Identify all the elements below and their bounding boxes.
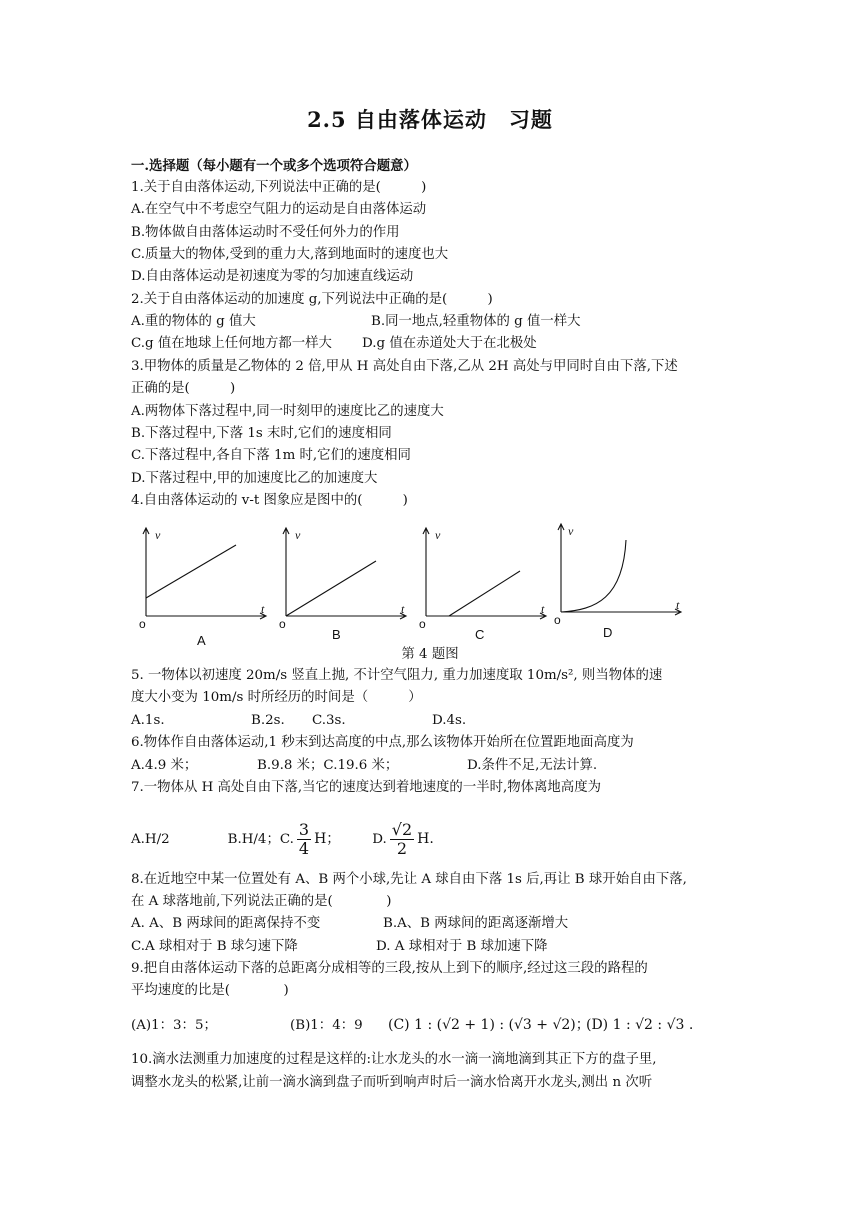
graph-b-line	[286, 561, 376, 616]
graph-c	[423, 528, 546, 619]
graph-d-label: D	[603, 625, 613, 640]
question-8-option-d: D. A 球相对于 B 球加速下降	[376, 939, 548, 954]
page-title: 2.5 自由落体运动 习题	[307, 107, 553, 132]
graph-b-label: B	[332, 627, 341, 642]
graph-d-t-label: t	[676, 598, 680, 612]
graph-a-t-label: t	[261, 602, 265, 616]
question-3-option-d: D.下落过程中,甲的加速度比乙的加速度大	[131, 471, 378, 486]
graph-c-v-label: v	[435, 528, 441, 542]
graph-b	[283, 528, 406, 619]
question-8-stem: 8.在近地空中某一位置处有 A、B 两个小球,先让 A 球自由下落 1s 后,再让 B 球开始自由下落,	[131, 872, 687, 887]
graph-a-line	[146, 545, 236, 598]
question-9-option-b: (B)1：4：9	[290, 1018, 363, 1033]
question-6-option-bc: B.9.8 米；C.19.6 米；	[257, 758, 399, 773]
question-5-option-a: A.1s.	[131, 713, 165, 728]
question-5-option-c: C.3s.	[312, 713, 346, 728]
question-7-options: A.H/2 B.H/4；C. $\frac{3}{4}$ H； D. $\frac{√2}{2}$ H.	[131, 820, 434, 858]
question-3-option-c: C.下落过程中,各自下落 1m 时,它们的速度相同	[131, 448, 411, 463]
graph-c-label: C	[475, 627, 485, 642]
question-2-option-b: B.同一地点,轻重物体的 g 值一样大	[371, 314, 581, 329]
figure-caption: 第 4 题图	[401, 647, 459, 662]
question-8-option-a: A. A、B 两球间的距离保持不变	[131, 916, 321, 931]
question-7-stem: 7.一物体从 H 高处自由下落,当它的速度达到着地速度的一半时,物体离地高度为	[131, 780, 601, 795]
question-1-option-b: B.物体做自由落体运动时不受任何外力的作用	[131, 225, 400, 240]
graph-c-line	[449, 571, 520, 616]
question-8-option-c: C.A 球相对于 B 球匀速下降	[131, 939, 298, 954]
question-7-option-a: A.H/2	[131, 832, 170, 847]
graph-d-curve	[561, 540, 626, 612]
graph-b-t-label: t	[401, 602, 405, 616]
fraction-three-quarters: $\frac{3}{4}$	[298, 820, 310, 858]
question-2-option-c: C.g 值在地球上任何地方都一样大	[131, 336, 332, 351]
question-2-option-d: D.g 值在赤道处大于在北极处	[362, 336, 537, 351]
question-4-stem: 4.自由落体运动的 v-t 图象应是图中的( )	[131, 493, 408, 508]
graph-d-v-label: v	[568, 524, 574, 538]
question-9-option-d: (D) 1 : √2 : √3 .	[586, 1017, 694, 1033]
question-1-option-c: C.质量大的物体,受到的重力大,落到地面时的速度也大	[131, 247, 449, 262]
question-1-option-a: A.在空气中不考虑空气阻力的运动是自由落体运动	[131, 202, 427, 217]
question-6-option-d: D.条件不足,无法计算.	[467, 758, 598, 773]
question-3-option-a: A.两物体下落过程中,同一时刻甲的速度比乙的速度大	[131, 404, 444, 419]
question-9-option-a: (A)1：3：5；	[131, 1018, 217, 1033]
fraction-root2-over-2: $\frac{√2}{2}$	[391, 820, 413, 858]
question-10-line-1: 10.滴水法测重力加速度的过程是这样的:让水龙头的水一滴一滴地滴到其正下方的盘子里,	[131, 1052, 657, 1067]
question-3-stem: 3.甲物体的质量是乙物体的 2 倍,甲从 H 高处自由下落,乙从 2H 高处与甲同时自由下落,下述	[131, 359, 678, 374]
question-10-line-2: 调整水龙头的松紧,让前一滴水滴到盘子而听到响声时后一滴水恰离开水龙头,测出 n 次听	[131, 1075, 653, 1090]
question-2-stem: 2.关于自由落体运动的加速度 g,下列说法中正确的是( )	[131, 292, 493, 307]
question-3-stem-cont: 正确的是( )	[131, 381, 236, 396]
question-1-option-d: D.自由落体运动是初速度为零的匀加速直线运动	[131, 269, 414, 284]
question-5-stem: 5. 一物体以初速度 20m/s 竖直上抛, 不计空气阻力, 重力加速度取 10m/s², 则当物体的速	[131, 668, 663, 683]
graph-b-v-label: v	[295, 528, 301, 542]
graph-b-origin: o	[279, 617, 286, 631]
question-6-option-a: A.4.9 米；	[131, 758, 198, 773]
question-5-option-d: D.4s.	[432, 713, 467, 728]
question-7-option-d: D.	[372, 832, 387, 847]
question-9-stem-cont: 平均速度的比是( )	[131, 983, 289, 998]
question-8-stem-cont: 在 A 球落地前,下列说法正确的是( )	[131, 894, 392, 909]
graph-a-origin: o	[139, 617, 146, 631]
question-8-option-b: B.A、B 两球间的距离逐渐增大	[383, 916, 569, 931]
question-9-option-c: (C) 1 : (√2 + 1) : (√3 + √2)；	[388, 1017, 590, 1033]
graph-a-label: A	[197, 633, 206, 648]
question-2-option-a: A.重的物体的 g 值大	[131, 314, 256, 329]
graph-d-origin: o	[554, 613, 561, 627]
graph-d	[558, 524, 681, 615]
question-5-stem-cont: 度大小变为 10m/s 时所经历的时间是（ ）	[131, 690, 422, 705]
question-6-stem: 6.物体作自由落体运动,1 秒末到达高度的中点,那么该物体开始所在位置距地面高度为	[131, 735, 634, 750]
section-heading: 一.选择题（每小题有一个或多个选项符合题意）	[131, 158, 417, 174]
graph-a	[143, 528, 266, 619]
question-9-stem: 9.把自由落体运动下落的总距离分成相等的三段,按从上到下的顺序,经过这三段的路程的	[131, 961, 648, 976]
graph-a-v-label: v	[155, 528, 161, 542]
graph-c-origin: o	[419, 617, 426, 631]
question-3-option-b: B.下落过程中,下落 1s 末时,它们的速度相同	[131, 426, 392, 441]
question-5-option-b: B.2s.	[251, 713, 285, 728]
question-7-option-b: B.H/4；C.	[227, 832, 294, 847]
question-1-stem: 1.关于自由落体运动,下列说法中正确的是( )	[131, 180, 427, 195]
graph-c-t-label: t	[541, 602, 545, 616]
